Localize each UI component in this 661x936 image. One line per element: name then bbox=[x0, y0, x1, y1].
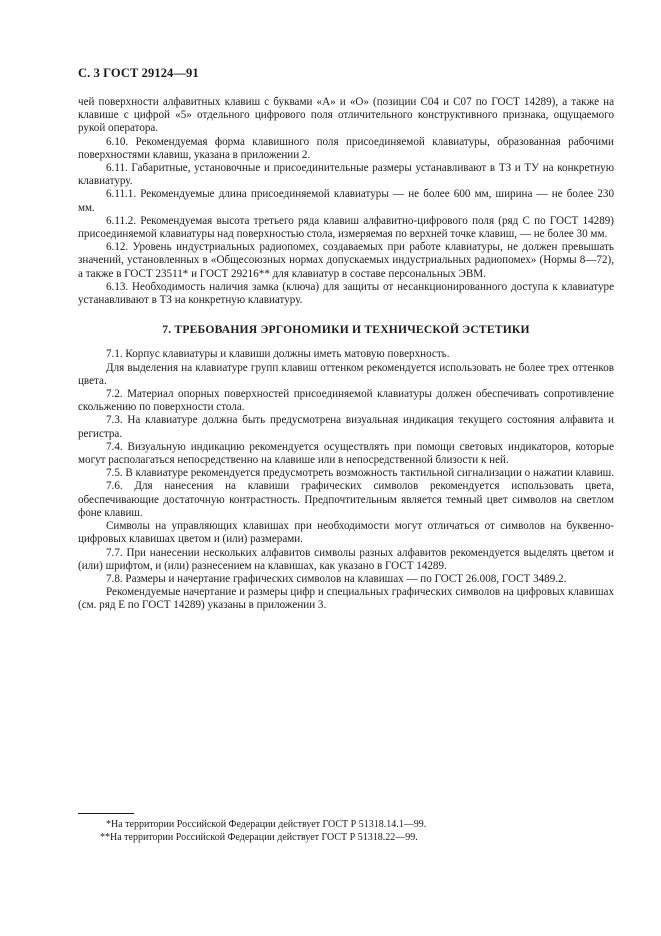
paragraph: 7.7. При нанесении нескольких алфавитов символы разных алфавитов рекомендуется выделять цветом и (или) шрифтом, и (или) разнесением на клавишах, как указано в ГОСТ 14289. bbox=[78, 546, 614, 572]
paragraph: Рекомендуемые начертание и размеры цифр и специальных графических символов на цифровых клавишах (см. ряд Е по ГОСТ 14289) указаны в приложении 3. bbox=[78, 586, 614, 612]
page-header: С. 3 ГОСТ 29124—91 bbox=[78, 66, 199, 80]
section-6-continuation bbox=[78, 96, 614, 307]
paragraph: 6.11.2. Рекомендуемая высота третьего ряда клавиш алфавитно-цифрового поля (ряд С по ГОСТ 14289) присоединяемой клавиатуры над поверхностью стола, измеряемая по верхней точке клавиш, — не более 30 мм. bbox=[78, 214, 614, 241]
footnote: **На территории Российской Федерации действует ГОСТ Р 51318.22—99. bbox=[100, 832, 418, 843]
footnote: *На территории Российской Федерации действует ГОСТ Р 51318.14.1—99. bbox=[106, 819, 427, 830]
paragraph: 6.11.1. Рекомендуемые длина присоединяемой клавиатуры — не более 600 мм, ширина — не более 230 мм. bbox=[78, 188, 614, 214]
paragraph: 7.5. В клавиатуре рекомендуется предусмотреть возможность тактильной сигнализации о нажатии клавиш. bbox=[106, 467, 614, 480]
document-body bbox=[78, 96, 614, 613]
paragraph: 7.3. На клавиатуре должна быть предусмотрена визуальная индикация текущего состояния алфавита и регистра. bbox=[78, 414, 614, 440]
paragraph: 7.2. Материал опорных поверхностей присоединяемой клавиатуры должен обеспечивать сопротивление скольжению по поверхности стола. bbox=[78, 388, 614, 414]
paragraph: 6.10. Рекомендуемая форма клавишного поля присоединяемой клавиатуры, образованная рабочими поверхностями клавиш, указана в приложении 2. bbox=[78, 135, 614, 161]
paragraph: 6.11. Габаритные, установочные и присоединительные размеры устанавливают в ТЗ и ТУ на конкретную клавиатуру. bbox=[78, 162, 614, 188]
section-7-body bbox=[78, 348, 614, 612]
paragraph: Символы на управляющих клавишах при необходимости могут отличаться от символов на буквенно-цифровых клавишах цветом и (или) размерами. bbox=[78, 520, 614, 546]
footnotes bbox=[78, 818, 614, 844]
paragraph: Для выделения на клавиатуре групп клавиш оттенком рекомендуется использовать не более трех оттенков цвета. bbox=[78, 361, 614, 387]
paragraph: 6.13. Необходимость наличия замка (ключа) для защиты от несанкционированного доступа к клавиатуре устанавливают в ТЗ на конкретную клавиатуру. bbox=[78, 280, 614, 307]
paragraph: 7.8. Размеры и начертание графических символов на клавишах — по ГОСТ 26.008, ГОСТ 3489.2. bbox=[106, 572, 567, 585]
paragraph: чей поверхности алфавитных клавиш с буквами «А» и «О» (позиции С04 и С07 по ГОСТ 14289), а также на клавише с цифрой «5» отдельного цифрового поля отличительного конструктивного признака, ощущаемого рукой оператора. bbox=[78, 96, 614, 135]
paragraph: 6.12. Уровень индустриальных радиопомех, создаваемых при работе клавиатуры, не должен превышать значений, установленных в «Общесоюзных нормах допускаемых индустриальных радиопомех» (Нормы 8—72), а также в ГОСТ 23511* и ГОСТ 29216** для клавиатур в составе персональных ЭВМ. bbox=[78, 241, 614, 280]
paragraph: 7.6. Для нанесения на клавиши графических символов рекомендуется использовать цвета, обеспечивающие достаточную контрастность. Предпочтительным является темный цвет символов на светлом фоне клавиш. bbox=[78, 480, 614, 519]
footnote-divider bbox=[78, 813, 134, 814]
paragraph: 7.4. Визуальную индикацию рекомендуется осуществлять при помощи световых индикаторов, которые могут располагаться непосредственно на клавише или в непосредственной близости к ней. bbox=[78, 440, 614, 467]
section-title: 7. ТРЕБОВАНИЯ ЭРГОНОМИКИ И ТЕХНИЧЕСКОЙ ЭСТЕТИКИ bbox=[162, 323, 530, 337]
paragraph: 7.1. Корпус клавиатуры и клавиши должны иметь матовую поверхность. bbox=[106, 348, 450, 361]
